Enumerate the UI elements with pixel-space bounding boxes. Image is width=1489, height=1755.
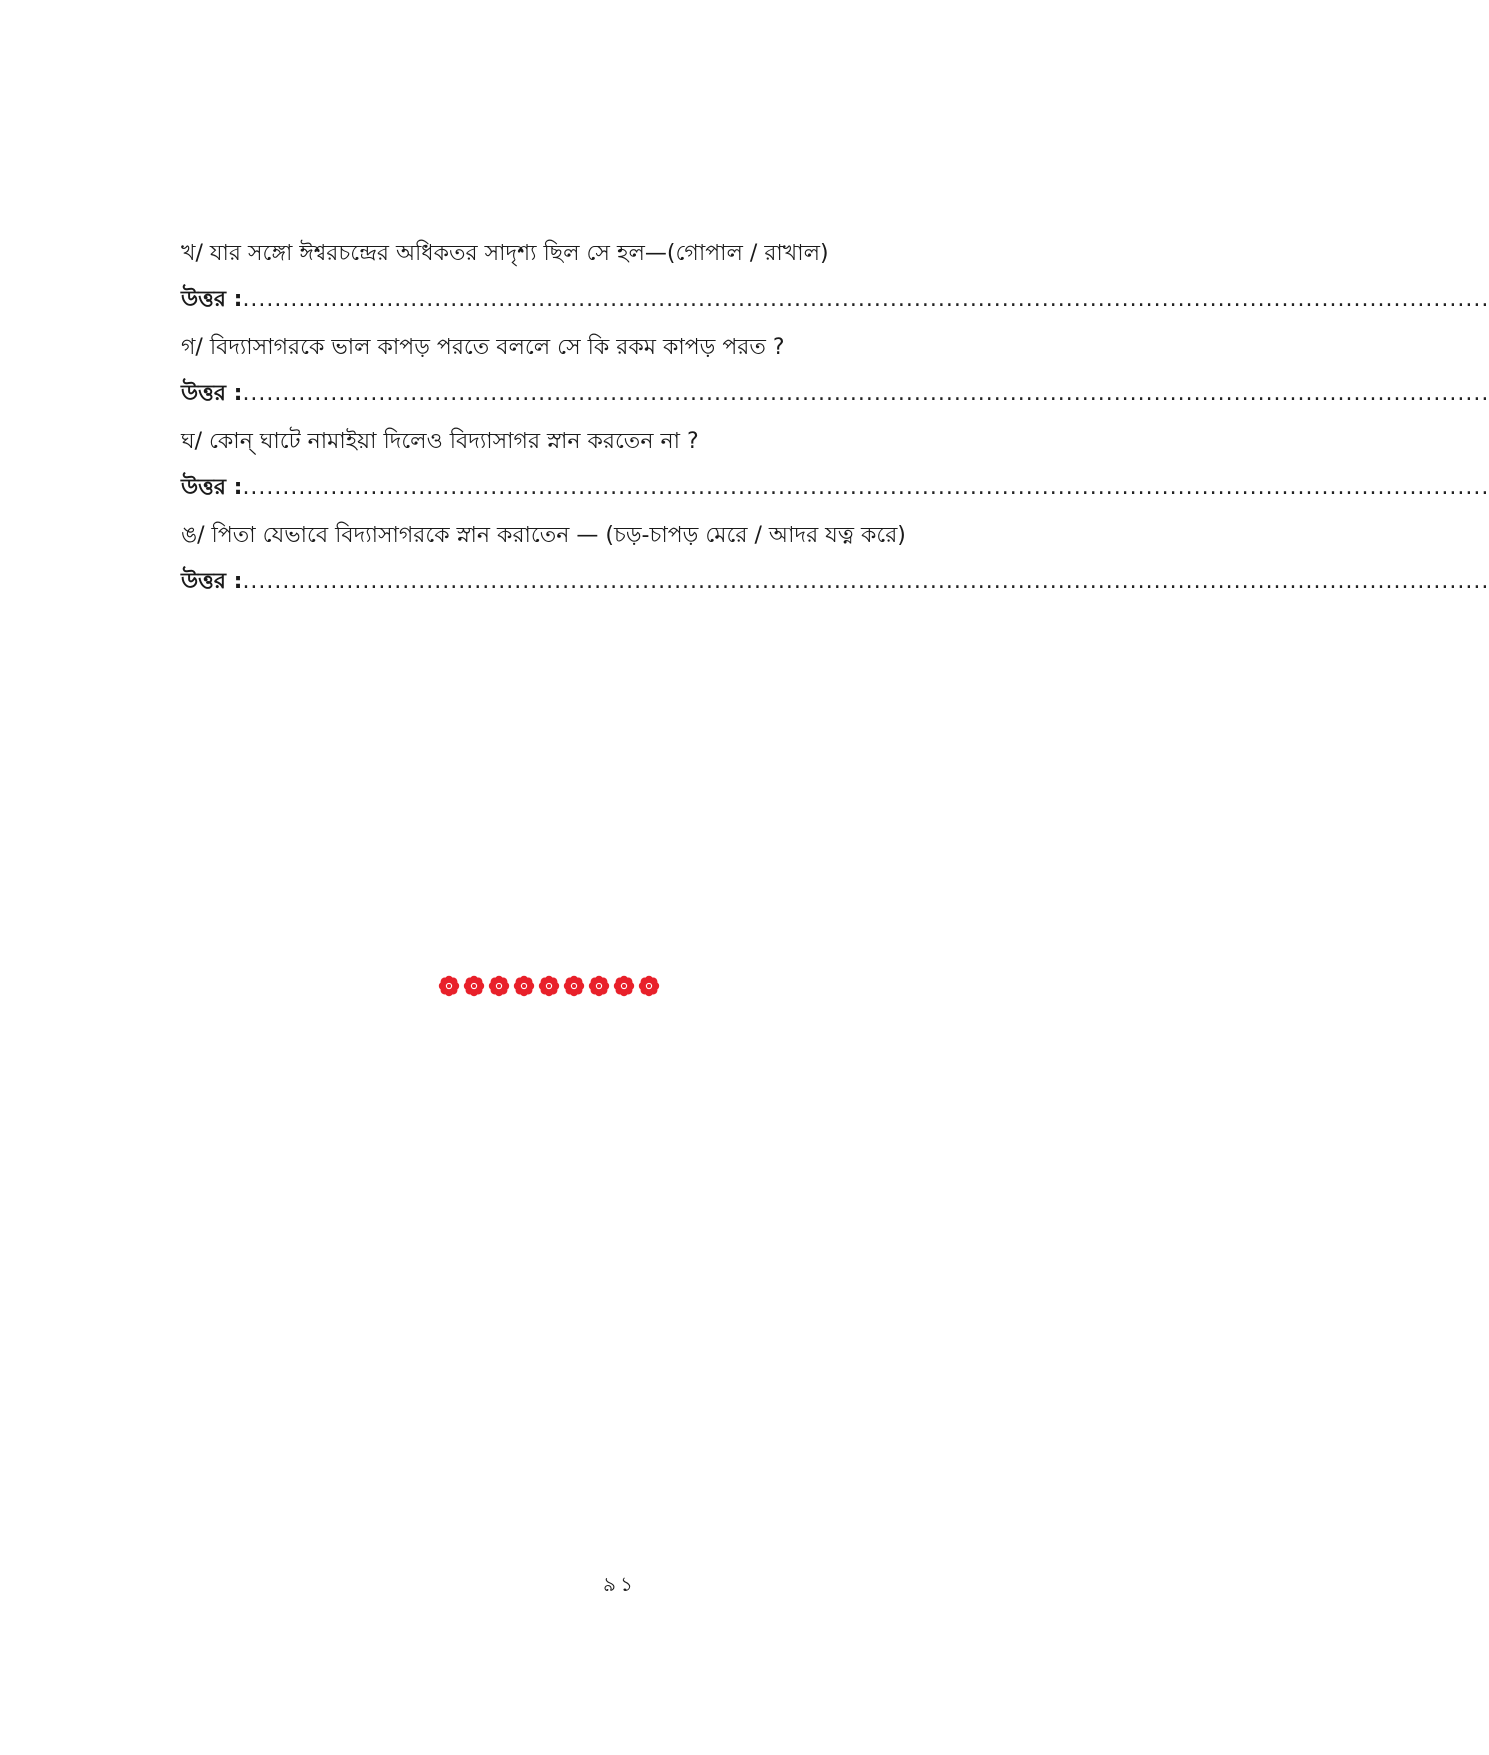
answer-label: উত্তর : xyxy=(181,569,243,594)
red-flower-icon xyxy=(538,975,560,997)
answer-line-kha[interactable] xyxy=(181,282,1489,330)
question-kha: খ/ যার সঙ্গো ঈশ্বরচন্দ্রের অধিকতর সাদৃশ্য ছিল সে হল—(গোপাল / রাখাল) xyxy=(181,241,829,266)
question-uma: ঙ/ পিতা যেভাবে বিদ্যাসাগরকে স্নান করাতেন — (চড়-চাপড় মেরে / আদর যত্ন করে) xyxy=(181,523,906,548)
red-flower-icon xyxy=(613,975,635,997)
red-flower-icon xyxy=(563,975,585,997)
red-flower-icon xyxy=(488,975,510,997)
page-number: ৯১ xyxy=(603,1572,637,1596)
answer-dotted-line: ............................................................................................................................................................ xyxy=(242,287,1489,312)
answer-line-gha[interactable] xyxy=(181,470,1489,518)
answer-line-ga[interactable] xyxy=(181,376,1489,424)
answer-dotted-line: ............................................................................................................................................................ xyxy=(242,381,1489,406)
red-flower-icon xyxy=(438,975,460,997)
question-gha: ঘ/ কোন্ ঘাটে নামাইয়া দিলেও বিদ্যাসাগর স্নান করতেন না ? xyxy=(181,429,699,454)
answer-label: উত্তর : xyxy=(181,475,243,500)
answer-dotted-line: ............................................................................................................................................................ xyxy=(242,475,1489,500)
answer-label: উত্তর : xyxy=(181,381,243,406)
flower-ornament-divider xyxy=(438,975,660,1001)
worksheet-content xyxy=(181,236,1489,612)
answer-line-uma[interactable] xyxy=(181,564,1489,612)
question-ga: গ/ বিদ্যাসাগরকে ভাল কাপড় পরতে বললে সে কি রকম কাপড় পরত ? xyxy=(181,335,785,360)
red-flower-icon xyxy=(638,975,660,997)
red-flower-icon xyxy=(513,975,535,997)
answer-label: উত্তর : xyxy=(181,287,243,312)
red-flower-icon xyxy=(588,975,610,997)
red-flower-icon xyxy=(463,975,485,997)
answer-dotted-line: ............................................................................................................................................................ xyxy=(242,569,1489,594)
